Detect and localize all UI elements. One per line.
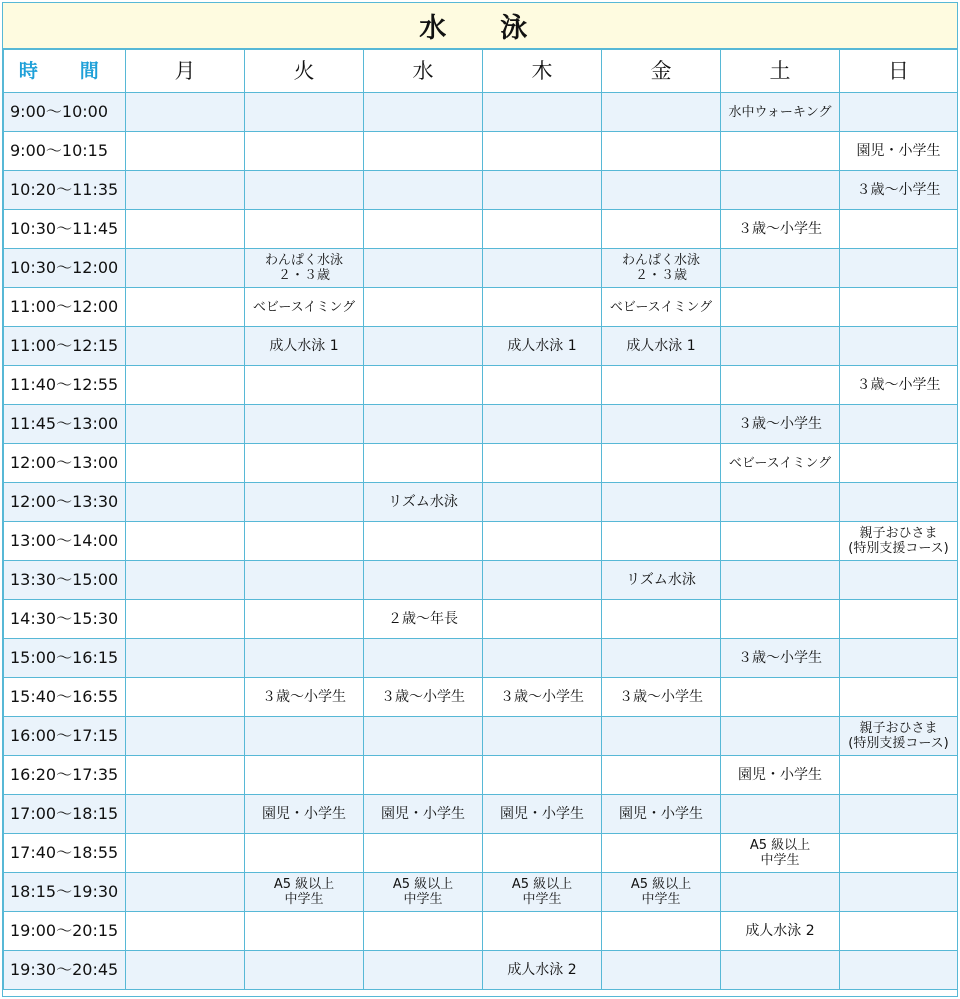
class-cell: [126, 210, 245, 249]
class-cell: ３歳〜小学生: [840, 366, 958, 405]
class-cell: [364, 366, 483, 405]
class-cell: [721, 795, 840, 834]
class-cell: [126, 717, 245, 756]
table-row: [4, 600, 958, 639]
class-cell: [602, 522, 721, 561]
class-cell: リズム水泳: [602, 561, 721, 600]
class-cell: わんぱく水泳 ２・３歳: [602, 249, 721, 288]
class-cell: [245, 210, 364, 249]
class-cell: [126, 600, 245, 639]
day-header-fri: 金: [602, 50, 721, 93]
class-cell: [245, 171, 364, 210]
class-cell: [840, 405, 958, 444]
class-cell: [126, 93, 245, 132]
class-cell: [126, 249, 245, 288]
class-cell: [483, 249, 602, 288]
class-cell: [364, 288, 483, 327]
class-cell: [364, 249, 483, 288]
class-cell: [126, 366, 245, 405]
class-cell: ３歳〜小学生: [245, 678, 364, 717]
class-cell: [721, 249, 840, 288]
class-cell: [840, 483, 958, 522]
class-cell: 成人水泳 2: [721, 912, 840, 951]
table-row: [4, 93, 958, 132]
class-cell: 園児・小学生: [721, 756, 840, 795]
table-row: [4, 483, 958, 522]
class-cell: [602, 717, 721, 756]
class-cell: [364, 444, 483, 483]
class-cell: [483, 912, 602, 951]
class-cell: [126, 171, 245, 210]
class-cell: [840, 249, 958, 288]
class-cell: [602, 756, 721, 795]
class-cell: A5 級以上 中学生: [602, 873, 721, 912]
class-cell: [364, 210, 483, 249]
class-cell: [721, 366, 840, 405]
class-cell: [126, 444, 245, 483]
class-cell: [721, 717, 840, 756]
class-cell: [721, 561, 840, 600]
time-slot: 10:30〜11:45: [4, 210, 126, 249]
class-cell: [245, 444, 364, 483]
time-slot: 12:00〜13:30: [4, 483, 126, 522]
class-cell: [364, 522, 483, 561]
class-cell: [602, 912, 721, 951]
class-cell: [483, 93, 602, 132]
class-cell: [483, 132, 602, 171]
class-cell: [126, 873, 245, 912]
class-cell: [126, 327, 245, 366]
class-cell: [245, 405, 364, 444]
table-row: [4, 951, 958, 990]
class-cell: [602, 405, 721, 444]
class-cell: リズム水泳: [364, 483, 483, 522]
class-cell: [602, 951, 721, 990]
time-slot: 11:40〜12:55: [4, 366, 126, 405]
class-cell: A5 級以上 中学生: [721, 834, 840, 873]
class-cell: [602, 171, 721, 210]
class-cell: 親子おひさま (特別支援コース): [840, 717, 958, 756]
schedule-sheet: [2, 2, 958, 997]
class-cell: ３歳〜小学生: [840, 171, 958, 210]
time-slot: 19:00〜20:15: [4, 912, 126, 951]
class-cell: 成人水泳 1: [483, 327, 602, 366]
time-slot: 19:30〜20:45: [4, 951, 126, 990]
class-cell: [245, 756, 364, 795]
table-row: [4, 249, 958, 288]
class-cell: [364, 951, 483, 990]
class-cell: [721, 951, 840, 990]
class-cell: [245, 483, 364, 522]
class-cell: 園児・小学生: [602, 795, 721, 834]
time-slot: 14:30〜15:30: [4, 600, 126, 639]
class-cell: [840, 444, 958, 483]
time-slot: 11:45〜13:00: [4, 405, 126, 444]
day-header-tue: 火: [245, 50, 364, 93]
class-cell: [483, 366, 602, 405]
class-cell: [364, 561, 483, 600]
class-cell: [364, 405, 483, 444]
class-cell: 親子おひさま (特別支援コース): [840, 522, 958, 561]
class-cell: [364, 639, 483, 678]
class-cell: ベビースイミング: [721, 444, 840, 483]
class-cell: [483, 483, 602, 522]
class-cell: ２歳〜年長: [364, 600, 483, 639]
class-cell: [721, 132, 840, 171]
time-column-header: 時 間: [4, 50, 126, 93]
class-cell: [721, 678, 840, 717]
day-header-thu: 木: [483, 50, 602, 93]
class-cell: [126, 678, 245, 717]
class-cell: A5 級以上 中学生: [483, 873, 602, 912]
class-cell: [126, 795, 245, 834]
table-row: [4, 366, 958, 405]
class-cell: [483, 639, 602, 678]
class-cell: [245, 600, 364, 639]
table-row: [4, 795, 958, 834]
class-cell: [245, 951, 364, 990]
table-row: [4, 444, 958, 483]
class-cell: ベビースイミング: [245, 288, 364, 327]
class-cell: [245, 93, 364, 132]
class-cell: [483, 561, 602, 600]
page-title: 水 泳: [3, 3, 957, 49]
class-cell: A5 級以上 中学生: [245, 873, 364, 912]
table-row: [4, 834, 958, 873]
time-slot: 10:30〜12:00: [4, 249, 126, 288]
table-row: [4, 522, 958, 561]
class-cell: [602, 600, 721, 639]
class-cell: 園児・小学生: [483, 795, 602, 834]
day-header-wed: 水: [364, 50, 483, 93]
table-row: [4, 756, 958, 795]
time-slot: 9:00〜10:00: [4, 93, 126, 132]
time-slot: 13:30〜15:00: [4, 561, 126, 600]
time-slot: 10:20〜11:35: [4, 171, 126, 210]
time-slot: 16:00〜17:15: [4, 717, 126, 756]
class-cell: [483, 600, 602, 639]
class-cell: [126, 405, 245, 444]
class-cell: [245, 717, 364, 756]
class-cell: [840, 600, 958, 639]
class-cell: [840, 561, 958, 600]
class-cell: A5 級以上 中学生: [364, 873, 483, 912]
class-cell: [721, 483, 840, 522]
time-slot: 18:15〜19:30: [4, 873, 126, 912]
class-cell: [602, 93, 721, 132]
time-slot: 17:40〜18:55: [4, 834, 126, 873]
schedule-body: [4, 93, 958, 990]
class-cell: [602, 639, 721, 678]
class-cell: [483, 522, 602, 561]
class-cell: [126, 132, 245, 171]
class-cell: [126, 951, 245, 990]
table-row: [4, 717, 958, 756]
class-cell: [126, 561, 245, 600]
class-cell: [721, 600, 840, 639]
time-slot: 9:00〜10:15: [4, 132, 126, 171]
day-header-sat: 土: [721, 50, 840, 93]
class-cell: [840, 327, 958, 366]
time-slot: 13:00〜14:00: [4, 522, 126, 561]
class-cell: [840, 756, 958, 795]
table-row: [4, 288, 958, 327]
class-cell: [721, 522, 840, 561]
class-cell: ３歳〜小学生: [364, 678, 483, 717]
class-cell: 園児・小学生: [840, 132, 958, 171]
class-cell: [840, 678, 958, 717]
class-cell: [483, 756, 602, 795]
class-cell: [126, 639, 245, 678]
class-cell: [840, 288, 958, 327]
class-cell: [840, 210, 958, 249]
table-row: [4, 171, 958, 210]
table-row: [4, 639, 958, 678]
class-cell: [364, 756, 483, 795]
class-cell: [364, 132, 483, 171]
class-cell: [126, 522, 245, 561]
class-cell: [602, 132, 721, 171]
class-cell: 園児・小学生: [245, 795, 364, 834]
class-cell: [840, 834, 958, 873]
class-cell: ３歳〜小学生: [483, 678, 602, 717]
class-cell: [840, 912, 958, 951]
class-cell: ３歳〜小学生: [721, 405, 840, 444]
schedule-table: [3, 49, 958, 990]
class-cell: 水中ウォーキング: [721, 93, 840, 132]
time-slot: 15:00〜16:15: [4, 639, 126, 678]
header-row: [4, 50, 958, 93]
class-cell: [483, 834, 602, 873]
class-cell: [840, 795, 958, 834]
class-cell: [483, 717, 602, 756]
class-cell: [602, 444, 721, 483]
class-cell: [840, 873, 958, 912]
class-cell: [364, 717, 483, 756]
time-slot: 15:40〜16:55: [4, 678, 126, 717]
class-cell: [126, 756, 245, 795]
table-row: [4, 210, 958, 249]
table-row: [4, 132, 958, 171]
class-cell: [126, 834, 245, 873]
class-cell: [721, 288, 840, 327]
class-cell: わんぱく水泳 ２・３歳: [245, 249, 364, 288]
class-cell: [126, 483, 245, 522]
class-cell: [840, 93, 958, 132]
table-row: [4, 405, 958, 444]
class-cell: [602, 483, 721, 522]
class-cell: [721, 171, 840, 210]
class-cell: [364, 912, 483, 951]
class-cell: [126, 288, 245, 327]
class-cell: [602, 834, 721, 873]
class-cell: [245, 561, 364, 600]
class-cell: [483, 405, 602, 444]
class-cell: [364, 93, 483, 132]
class-cell: [245, 639, 364, 678]
table-row: [4, 678, 958, 717]
class-cell: [721, 327, 840, 366]
class-cell: [602, 366, 721, 405]
class-cell: [245, 366, 364, 405]
class-cell: [840, 639, 958, 678]
day-header-mon: 月: [126, 50, 245, 93]
class-cell: [364, 171, 483, 210]
class-cell: [483, 288, 602, 327]
class-cell: [840, 951, 958, 990]
class-cell: [245, 522, 364, 561]
class-cell: [126, 912, 245, 951]
class-cell: 園児・小学生: [364, 795, 483, 834]
table-row: [4, 912, 958, 951]
class-cell: 成人水泳 1: [602, 327, 721, 366]
class-cell: ３歳〜小学生: [721, 210, 840, 249]
table-row: [4, 873, 958, 912]
class-cell: ３歳〜小学生: [721, 639, 840, 678]
time-slot: 11:00〜12:15: [4, 327, 126, 366]
class-cell: [602, 210, 721, 249]
table-row: [4, 327, 958, 366]
class-cell: [364, 834, 483, 873]
class-cell: [483, 444, 602, 483]
class-cell: [245, 834, 364, 873]
time-slot: 11:00〜12:00: [4, 288, 126, 327]
class-cell: [721, 873, 840, 912]
class-cell: ベビースイミング: [602, 288, 721, 327]
class-cell: 成人水泳 1: [245, 327, 364, 366]
day-header-sun: 日: [840, 50, 958, 93]
time-slot: 12:00〜13:00: [4, 444, 126, 483]
class-cell: 成人水泳 2: [483, 951, 602, 990]
class-cell: [245, 132, 364, 171]
class-cell: [483, 171, 602, 210]
time-slot: 17:00〜18:15: [4, 795, 126, 834]
class-cell: [483, 210, 602, 249]
time-slot: 16:20〜17:35: [4, 756, 126, 795]
class-cell: [364, 327, 483, 366]
table-row: [4, 561, 958, 600]
class-cell: ３歳〜小学生: [602, 678, 721, 717]
class-cell: [245, 912, 364, 951]
